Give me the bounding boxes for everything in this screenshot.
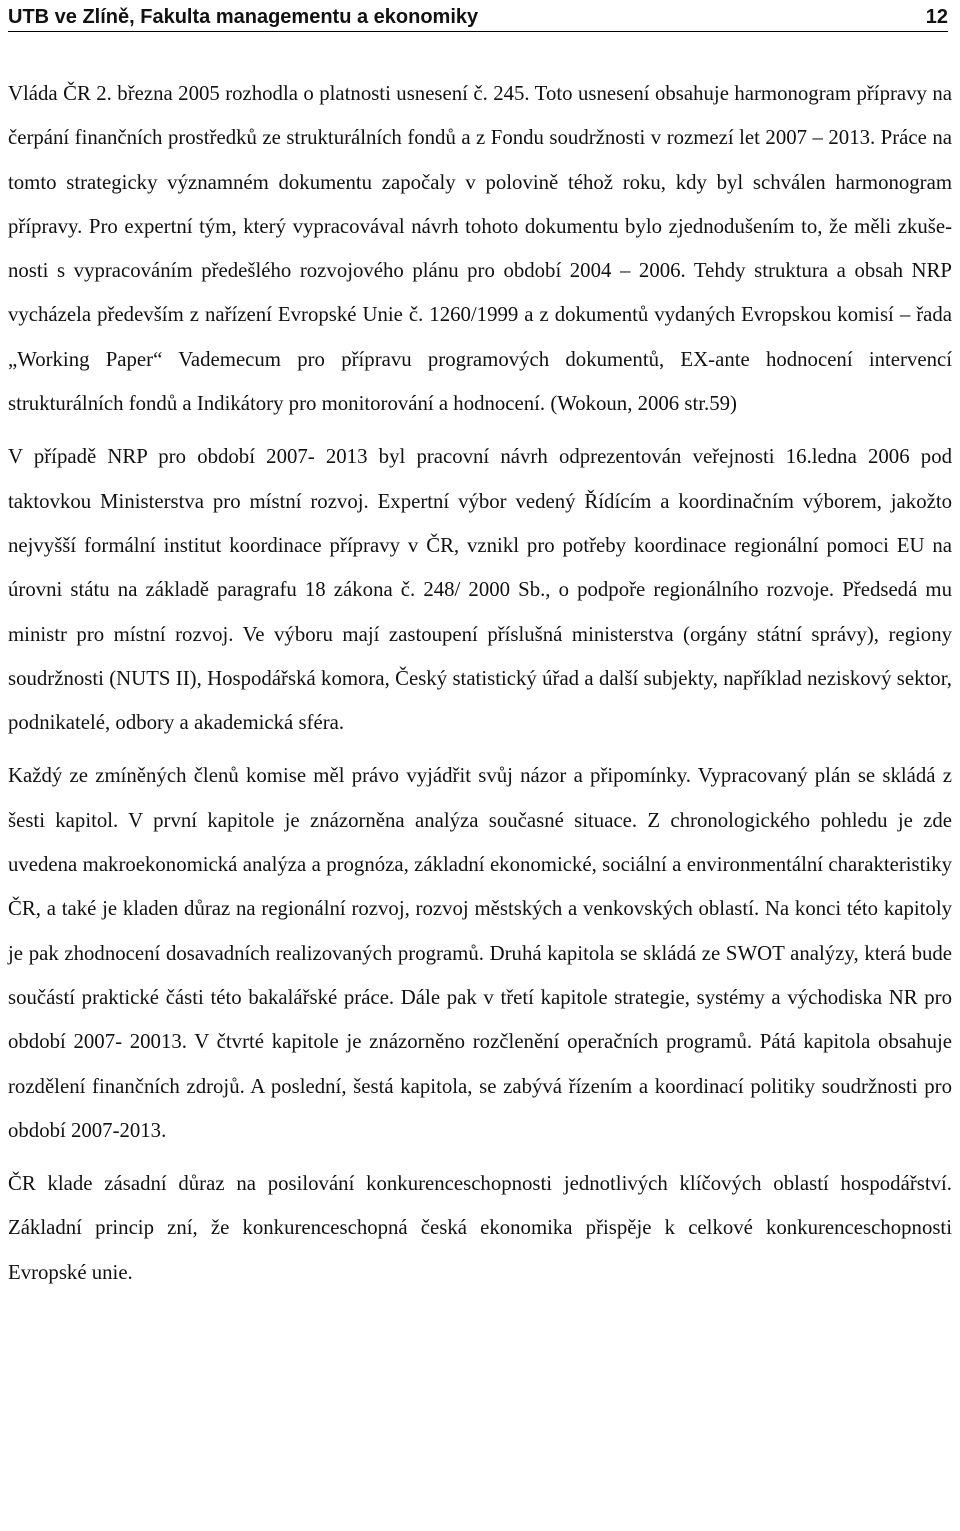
document-body (8, 72, 952, 1295)
header-title: UTB ve Zlíně, Fakulta managementu a ekonomiky (8, 6, 479, 28)
paragraph: Vláda ČR 2. března 2005 rozhodla o platnosti usnesení č. 245. Toto usnesení obsahuje harmonogram přípravy na čerpání finančních prostředků ze strukturálních fondů a z Fondu soudržnosti v rozmezí let 2007 – 2013. Práce na tomto strategicky významném dokumentu započaly v polovině téhož roku, kdy byl schválen harmonogram přípravy. Pro expertní tým, který vypracovával návrh tohoto dokumentu bylo zjednodušením to, že měli zkušenosti s vypracováním předešlého rozvojového plánu pro období 2004 – 2006. Tehdy struktura a obsah NRP vycházela především z nařízení Evropské Unie č. 1260/1999 a z dokumentů vydaných Evropskou komisí – řada „Working Paper“ Vademecum pro přípravu programových dokumentů, EX-ante hodnocení intervencí strukturálních fondů a Indikátory pro monitorování a hodnocení. (Wokoun, 2006 str.59) (8, 82, 952, 416)
paragraph: ČR klade zásadní důraz na posilování konkurenceschopnosti jednotlivých klíčových oblastí hospodářství. Základní princip zní, že konkurenceschopná česká ekonomika přispěje k celkové konkurenceschopnosti Evropské unie. (8, 1172, 952, 1284)
page-number: 12 (925, 6, 948, 28)
page-header (8, 0, 948, 32)
paragraph: Každý ze zmíněných členů komise měl právo vyjádřit svůj názor a připomínky. Vypracovaný plán se skládá z šesti kapitol. V první kapitole je znázorněna analýza současné situace. Z chronologického pohledu je zde uvedena makroekonomická analýza a prognóza, základní ekonomické, sociální a environmentální charakteristiky ČR, a také je kladen důraz na regionální rozvoj, rozvoj městských a venkovských oblastí. Na konci této kapitoly je pak zhodnocení dosavadních realizovaných programů. Druhá kapitola se skládá ze SWOT analýzy, která bude součástí praktické části této bakalářské práce. Dále pak v třetí kapitole strategie, systémy a východiska NR pro období 2007- 20013. V čtvrté kapitole je znázorněno rozčlenění operačních programů. Pátá kapitola obsahuje rozdělení finančních zdrojů. A poslední, šestá kapitola, se zabývá řízením a koordinací politiky soudržnosti pro období 2007-2013. (8, 764, 952, 1142)
paragraph: V případě NRP pro období 2007- 2013 byl pracovní návrh odprezentován veřejnosti 16.ledna 2006 pod taktovkou Ministerstva pro místní rozvoj. Expertní výbor vedený Řídícím a koordinačním výborem, jakožto nejvyšší formální institut koordinace přípravy v ČR, vznikl pro potřeby koordinace regionální pomoci EU na úrovni státu na základě paragrafu 18 zákona č. 248/ 2000 Sb., o podpoře regionálního rozvoje. Předsedá mu ministr pro místní rozvoj. Ve výboru mají zastoupení příslušná ministerstva (orgány státní správy), regiony soudržnosti (NUTS II), Hospodářská komora, Český statistický úřad a další subjekty, například neziskový sektor, podnikatelé, odbory a akademická sféra. (8, 445, 952, 735)
